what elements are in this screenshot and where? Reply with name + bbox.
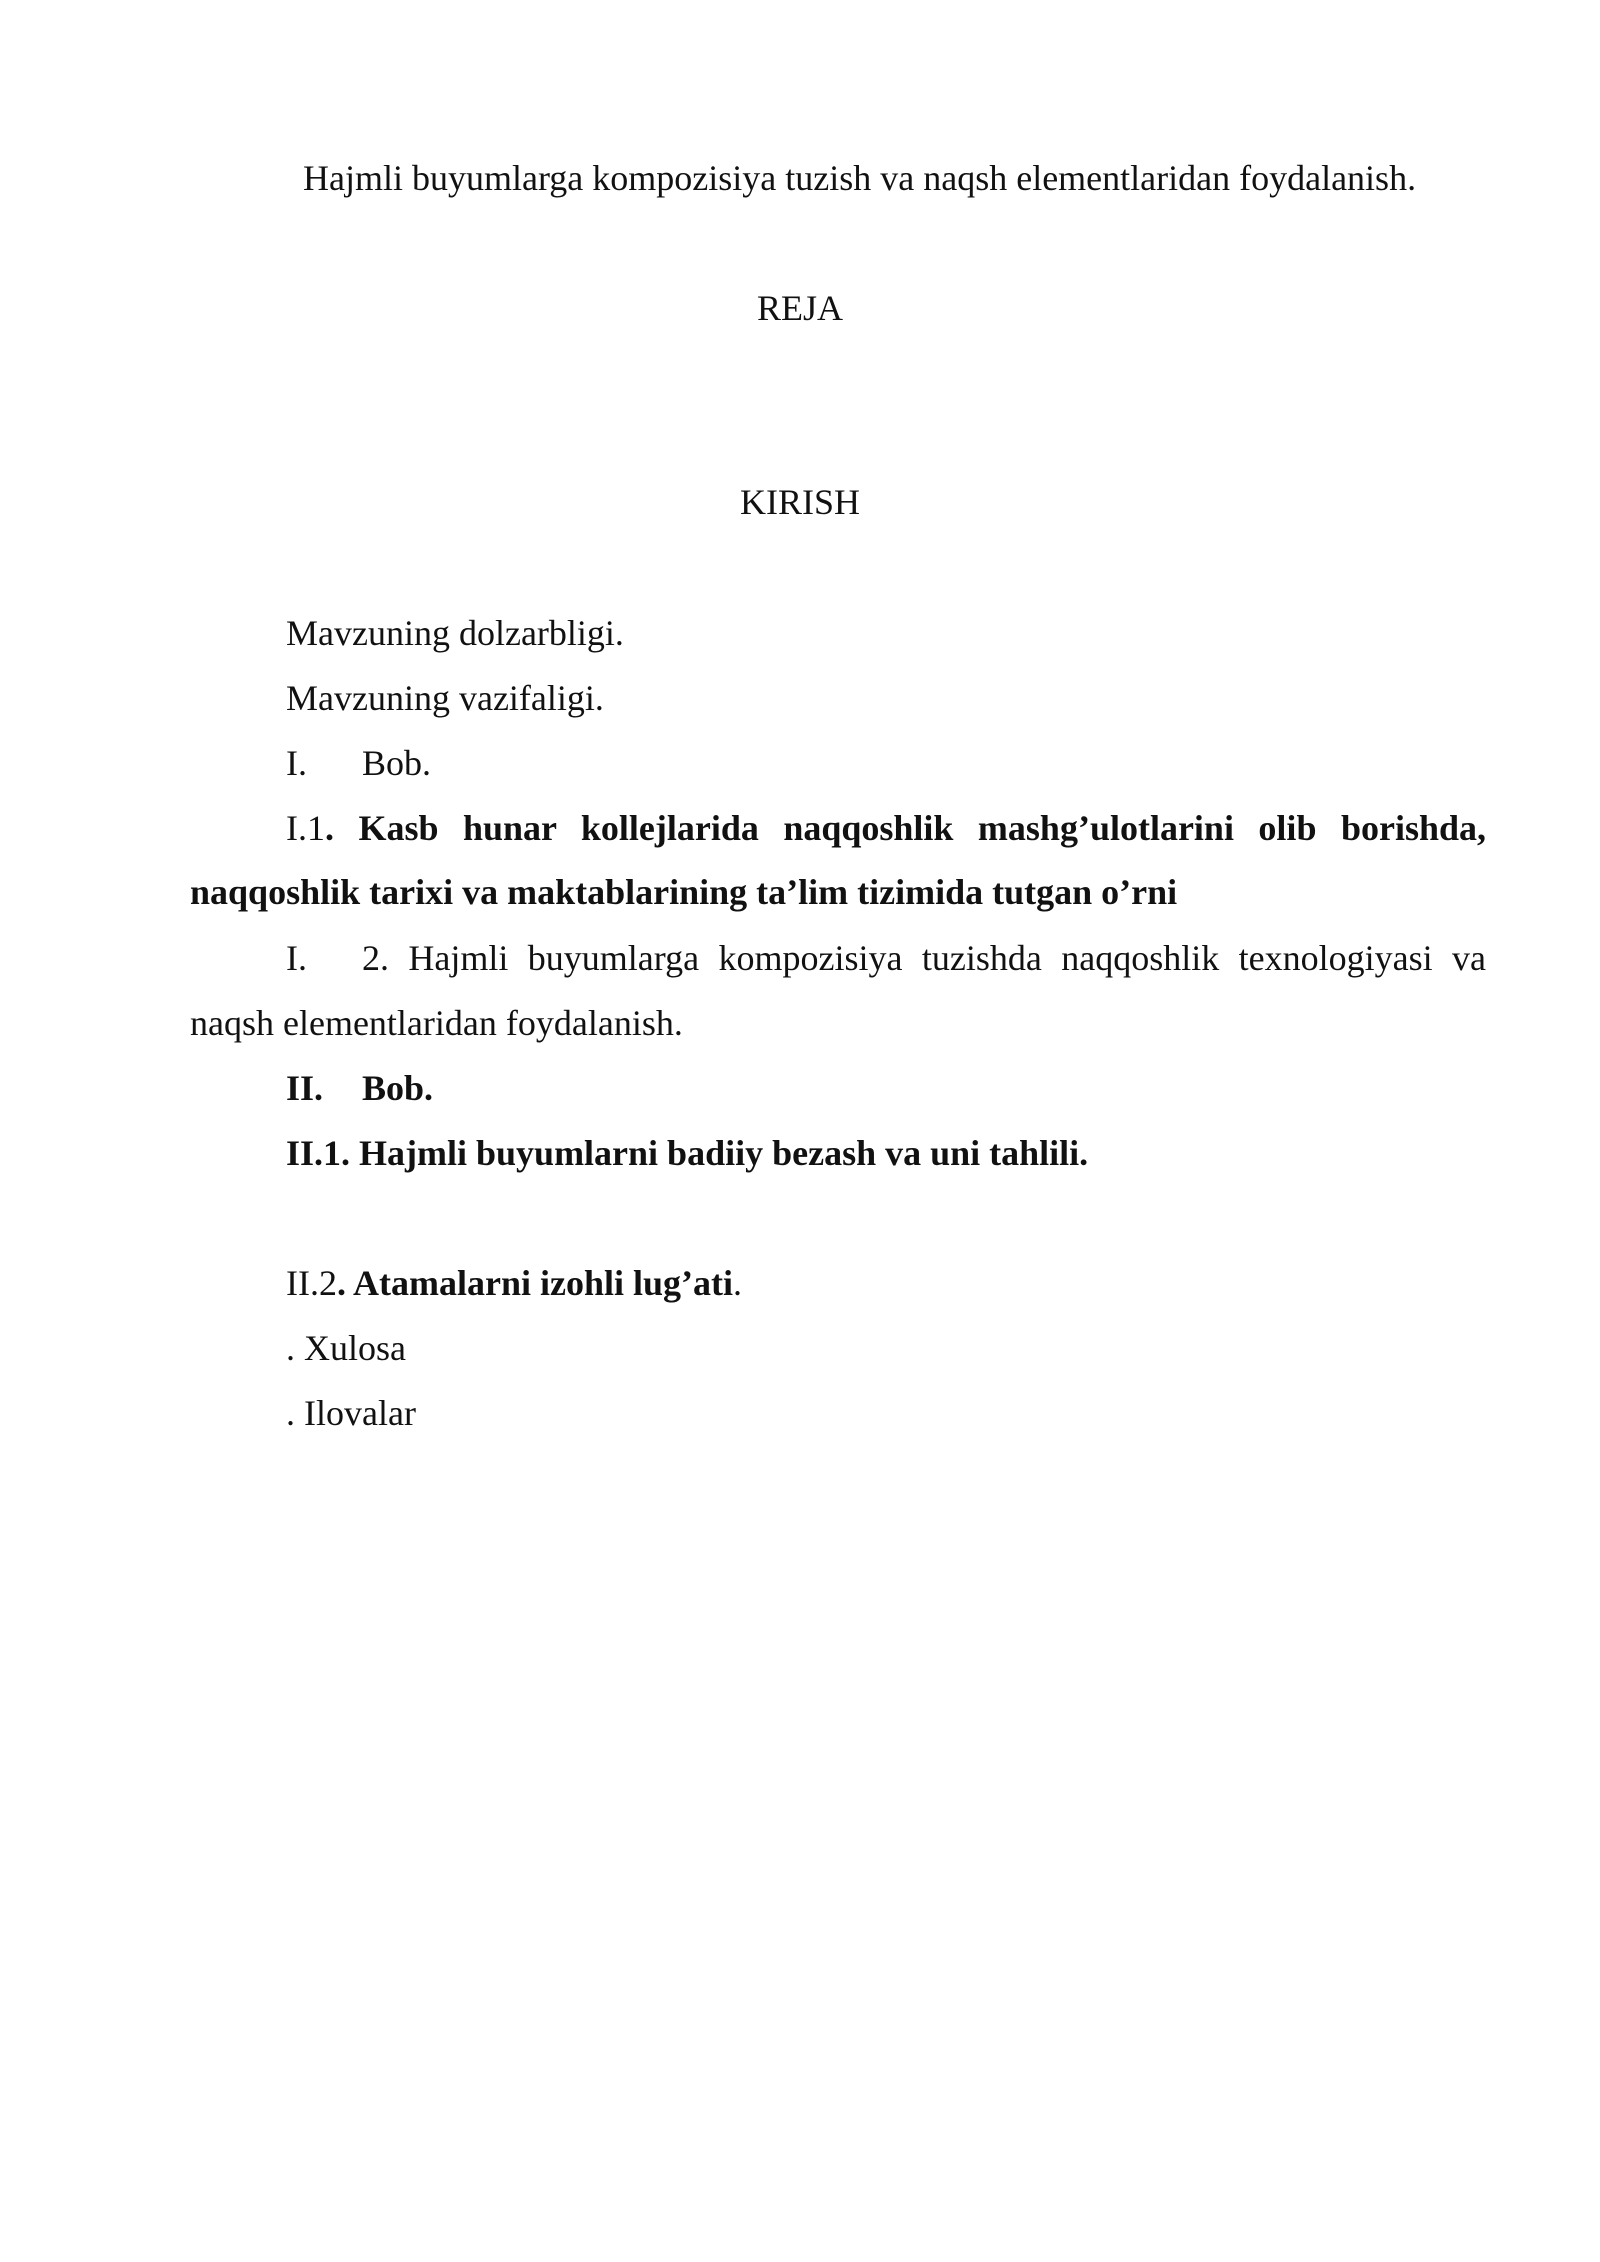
chapter-2-label: Bob. bbox=[362, 1068, 434, 1108]
plan-item-section-1-2-line-2: naqsh elementlaridan foydalanish. bbox=[190, 1003, 683, 1043]
plan-item-section-1-1-line-1 bbox=[286, 810, 1486, 846]
plan-item-conclusion: . Xulosa bbox=[286, 1328, 406, 1368]
section-2-2-period: . bbox=[732, 1263, 742, 1303]
plan-item-section-1-2-line-1 bbox=[286, 940, 1486, 976]
section-1-2-title: 2. Hajmli buyumlarga kompozisiya tuzishda naqqoshlik texnologiyasi va bbox=[362, 938, 1486, 978]
plan-item-section-2-2 bbox=[286, 1265, 742, 1301]
chapter-2-number: II. bbox=[286, 1068, 324, 1108]
chapter-1-label: Bob. bbox=[362, 743, 432, 783]
plan-item-chapter-2 bbox=[286, 1070, 433, 1106]
document-title: Hajmli buyumlarga kompozisiya tuzish va naqsh elementlaridan foydalanish. bbox=[303, 158, 1417, 198]
plan-item-tasks: Mavzuning vazifaligi. bbox=[286, 678, 604, 718]
plan-heading: REJA bbox=[756, 288, 843, 328]
section-1-1-number: I.1 bbox=[286, 808, 325, 848]
plan-item-chapter-1 bbox=[286, 745, 431, 781]
plan-item-section-2-1: II.1. Hajmli buyumlarni badiiy bezash va uni tahlili. bbox=[286, 1133, 1089, 1173]
intro-heading: KIRISH bbox=[739, 482, 860, 522]
plan-item-appendix: . Ilovalar bbox=[286, 1393, 416, 1433]
plan-item-relevance: Mavzuning dolzarbligi. bbox=[286, 613, 624, 653]
section-2-2-number: II.2 bbox=[286, 1263, 337, 1303]
chapter-1-number: I. bbox=[286, 743, 307, 783]
section-1-2-number: I. bbox=[286, 938, 307, 978]
plan-item-section-1-1-line-2: naqqoshlik tarixi va maktablarining ta’lim tizimida tutgan o’rni bbox=[190, 872, 1178, 912]
section-2-2-title: . Atamalarni izohli lug’ati bbox=[336, 1263, 733, 1303]
section-1-1-title: . Kasb hunar kollejlarida naqqoshlik mashg’ulotlarini olib borishda, bbox=[325, 808, 1486, 848]
